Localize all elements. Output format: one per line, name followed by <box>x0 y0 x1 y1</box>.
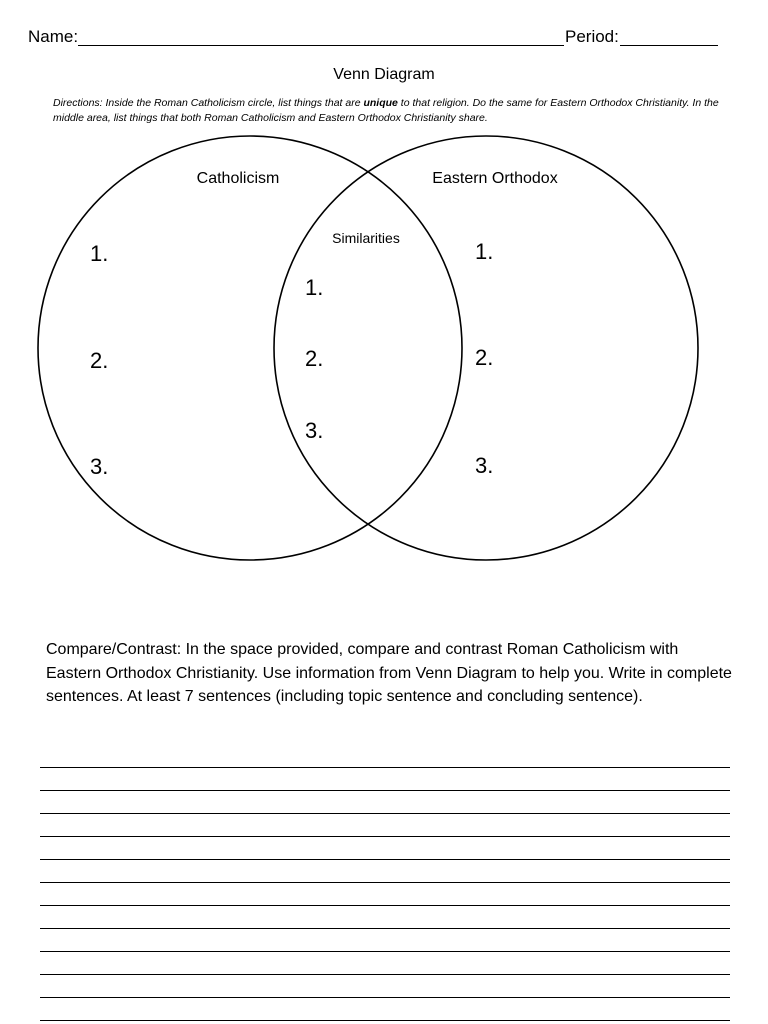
writing-line[interactable] <box>40 882 730 883</box>
writing-line[interactable] <box>40 813 730 814</box>
directions-part-1: Directions: Inside the Roman Catholicism circle, list things that are <box>53 97 364 109</box>
writing-line[interactable] <box>40 928 730 929</box>
writing-line[interactable] <box>40 790 730 791</box>
similarities-item-3: 3. <box>305 418 324 443</box>
similarities-item-2: 2. <box>305 346 324 371</box>
directions-emphasis: unique <box>363 97 398 109</box>
orthodox-item-1: 1. <box>475 239 494 264</box>
writing-line[interactable] <box>40 997 730 998</box>
venn-label-eastern-orthodox: Eastern Orthodox <box>432 170 558 187</box>
period-label: Period: <box>565 27 619 46</box>
catholicism-item-1: 1. <box>90 241 109 266</box>
similarities-item-1: 1. <box>305 275 324 300</box>
writing-line[interactable] <box>40 859 730 860</box>
writing-line[interactable] <box>40 767 730 768</box>
directions-part-2: to that religion. Do the same for Eastern Orthodox Christianity. In the middle area, list things that both Roman Catholicism and Eastern Orthodox Christianity share. <box>53 97 719 124</box>
venn-label-catholicism: Catholicism <box>196 170 280 187</box>
name-label: Name: <box>28 27 79 46</box>
writing-line[interactable] <box>40 974 730 975</box>
page-title: Venn Diagram <box>333 66 435 83</box>
orthodox-item-3: 3. <box>475 453 494 478</box>
writing-line[interactable] <box>40 905 730 906</box>
writing-line[interactable] <box>40 836 730 837</box>
catholicism-item-3: 3. <box>90 454 109 479</box>
catholicism-item-2: 2. <box>90 348 109 373</box>
compare-contrast-prompt: Compare/Contrast: In the space provided, compare and contrast Roman Catholicism with Eastern Orthodox Christianity. Use information from Venn Diagram to help you. Write in complete sentences. At least 7 sentences (including topic sentence and concluding sentence). <box>46 641 732 705</box>
writing-line[interactable] <box>40 1020 730 1021</box>
writing-line[interactable] <box>40 951 730 952</box>
venn-label-similarities: Similarities <box>332 230 400 246</box>
orthodox-item-2: 2. <box>475 345 494 370</box>
